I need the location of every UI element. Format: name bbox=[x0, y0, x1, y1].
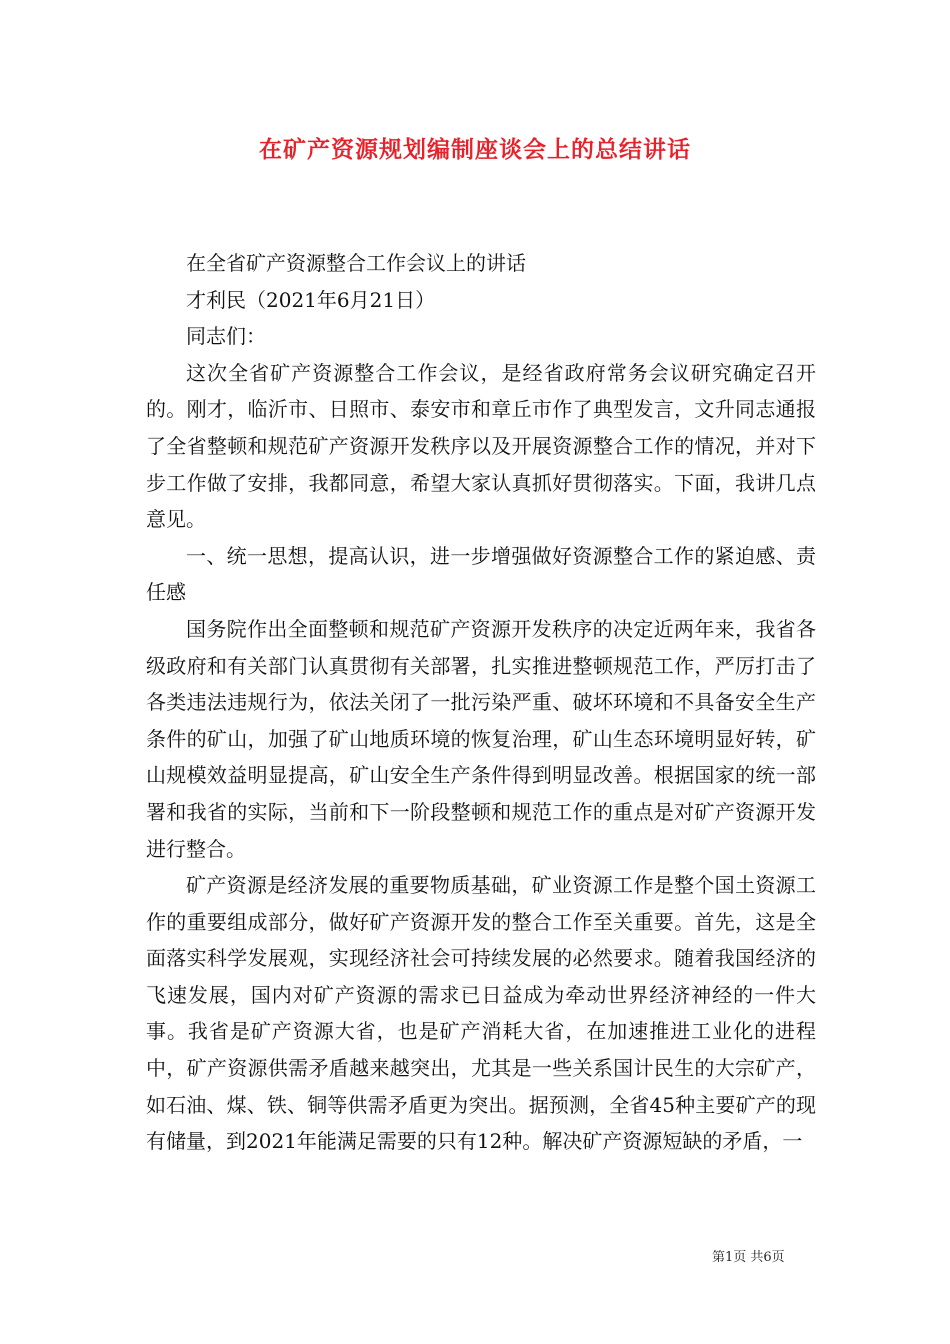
paragraph-importance: 矿产资源是经济发展的重要物质基础，矿业资源工作是整个国土资源工作的重要组成部分，做好矿产资源开发的整合工作至关重要。首先，这是全面落实科学发展观，实现经济社会可持续发展的必然要求。随着我国经济的飞速发展，国内对矿产资源的需求已日益成为牵动世界经济神经的一件大事。我省是矿产资源大省，也是矿产消耗大省，在加速推进工业化的进程中，矿产资源供需矛盾越来越突出，尤其是一些关系国计民生的大宗矿产，如石油、煤、铁、铜等供需矛盾更为突出。据预测，全省45种主要矿产的现有储量，到2021年能满足需要的只有12种。解决矿产资源短缺的矛盾，一 bbox=[146, 873, 816, 1154]
speaker-date-line: 才利民（2021年6月21日） bbox=[186, 287, 436, 312]
section-heading-1: 一、统一思想，提高认识，进一步增强做好资源整合工作的紧迫感、责任感 bbox=[146, 543, 816, 605]
page-number: 第1页 共6页 bbox=[712, 1250, 785, 1265]
paragraph-intro: 这次全省矿产资源整合工作会议，是经省政府常务会议研究确定召开的。刚才，临沂市、日照市、泰安市和章丘市作了典型发言，文升同志通报了全省整顿和规范矿产资源开发秩序以及开展资源整合工作的情况，并对下步工作做了安排，我都同意，希望大家认真抓好贯彻落实。下面，我讲几点意见。 bbox=[146, 360, 816, 532]
document-body bbox=[146, 245, 816, 1160]
salutation: 同志们： bbox=[186, 324, 266, 349]
paragraph-progress: 国务院作出全面整顿和规范矿产资源开发秩序的决定近两年来，我省各级政府和有关部门认真贯彻有关部署，扎实推进整顿规范工作，严厉打击了各类违法违规行为，依法关闭了一批污染严重、破坏环境和不具备安全生产条件的矿山，加强了矿山地质环境的恢复治理，矿山生态环境明显好转，矿山规模效益明显提高，矿山安全生产条件得到明显改善。根据国家的统一部署和我省的实际，当前和下一阶段整顿和规范工作的重点是对矿产资源开发进行整合。 bbox=[146, 616, 816, 861]
document-title: 在矿产资源规划编制座谈会上的总结讲话 bbox=[259, 136, 691, 163]
speech-title-line: 在全省矿产资源整合工作会议上的讲话 bbox=[186, 251, 526, 275]
